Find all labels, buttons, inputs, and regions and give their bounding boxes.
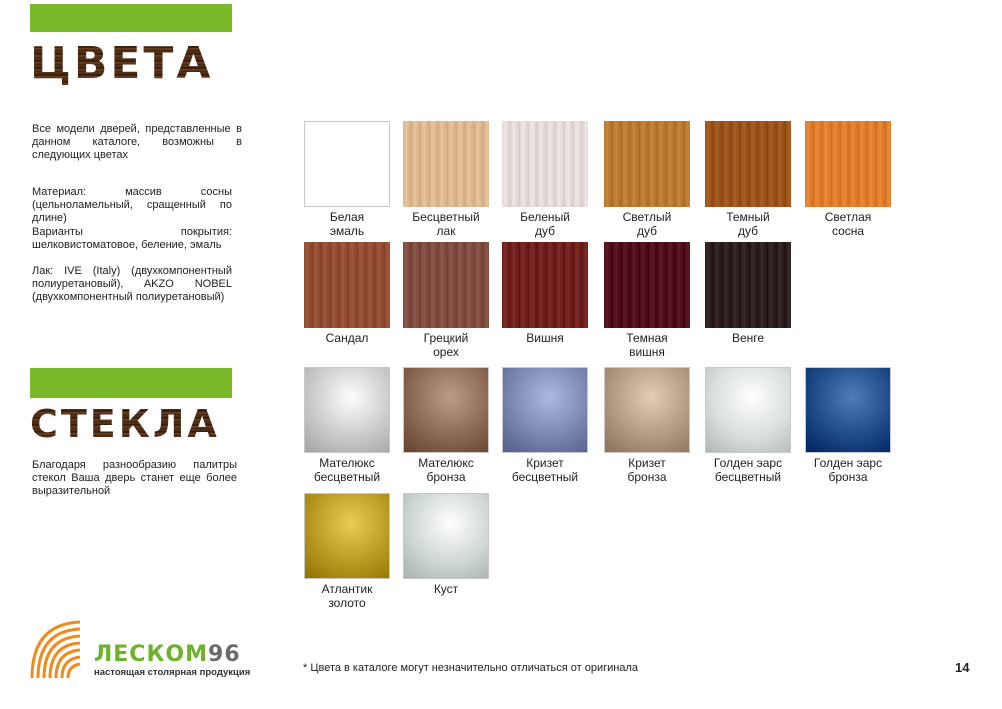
color-swatch-label: Светлая сосна [824, 210, 872, 238]
glass-swatch [304, 493, 390, 579]
glass-swatch-label: Кризет бесцветный [511, 456, 579, 484]
color-swatch-label: Белая эмаль [329, 210, 365, 238]
glass-swatch [604, 367, 690, 453]
logo-name-text: ЛЕСКОМ [94, 642, 209, 667]
glass-swatch [403, 367, 489, 453]
colors-title: ЦВЕТА [30, 38, 214, 89]
glass-swatch-label: Атлантик золото [321, 582, 373, 610]
company-logo [28, 618, 268, 680]
glass-swatch [304, 367, 390, 453]
glass-title: СТЕКЛА [30, 402, 220, 446]
wood-rings-icon [28, 618, 84, 680]
glass-swatch [502, 367, 588, 453]
color-swatch [705, 242, 791, 328]
color-swatch-label: Бесцветный лак [412, 210, 480, 238]
color-swatch [502, 242, 588, 328]
color-swatch [604, 242, 690, 328]
color-swatch [304, 121, 390, 207]
color-swatch-label: Грецкий орех [423, 331, 469, 359]
colors-accent-bar [30, 4, 232, 32]
colors-intro-text: Все модели дверей, представленные в данном каталоге, возможны в следующих цветах [32, 123, 242, 161]
color-swatch-label: Светлый дуб [622, 210, 672, 238]
glass-swatch [805, 367, 891, 453]
color-swatch [604, 121, 690, 207]
glass-swatch-label: Кризет бронза [627, 456, 667, 484]
coating-text: Варианты покрытия: шелковистоматовое, беление, эмаль [32, 226, 232, 251]
glass-swatch [705, 367, 791, 453]
logo-tagline: настоящая столярная продукция [94, 667, 251, 678]
glass-accent-bar [30, 368, 232, 398]
logo-number: 96 [208, 642, 241, 667]
footnote: * Цвета в каталоге могут незначительно отличаться от оригинала [303, 662, 639, 674]
color-swatch-label: Темный дуб [726, 210, 770, 238]
lacquer-text: Лак: IVE (Italy) (двухкомпонентный полиуретановый), AKZO NOBEL (двухкомпонентный полиуретановый) [32, 265, 232, 303]
color-swatch [403, 121, 489, 207]
glass-swatch-label: Мателюкс бесцветный [313, 456, 381, 484]
logo-name [94, 642, 241, 667]
material-text: Материал: массив сосны (цельноламельный, сращенный по длине) [32, 186, 232, 224]
color-swatch [705, 121, 791, 207]
page-number: 14 [955, 660, 970, 675]
color-swatch [502, 121, 588, 207]
glass-swatch-label: Мателюкс бронза [418, 456, 474, 484]
glass-swatch [403, 493, 489, 579]
glass-swatch-label: Голден эарс бронза [813, 456, 883, 484]
color-swatch-label: Сандал [325, 331, 369, 345]
color-swatch-label: Темная вишня [626, 331, 668, 359]
glass-swatch-label: Куст [433, 582, 459, 596]
glass-swatch-label: Голден эарс бесцветный [713, 456, 783, 484]
color-swatch [304, 242, 390, 328]
glass-intro-text: Благодаря разнообразию палитры стекол Ваша дверь станет еще более выразительной [32, 459, 237, 497]
color-swatch [403, 242, 489, 328]
color-swatch-label: Беленый дуб [520, 210, 570, 238]
color-swatch-label: Вишня [526, 331, 564, 345]
color-swatch-label: Венге [731, 331, 765, 345]
color-swatch [805, 121, 891, 207]
